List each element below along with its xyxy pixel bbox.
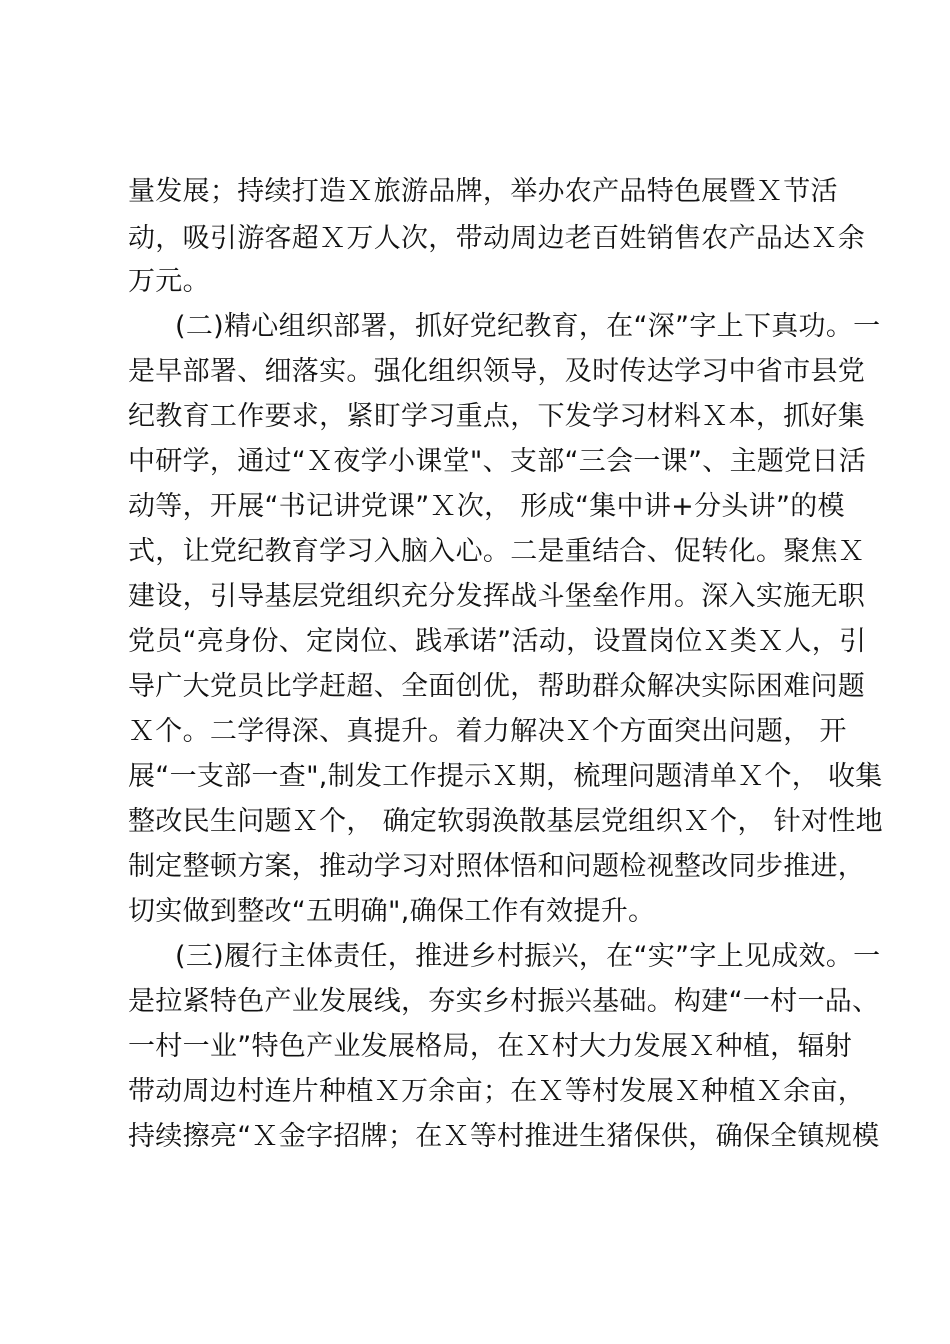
text-line: (三)履行主体责任，推进乡村振兴，在“实”字上见成效。一 [175,941,881,972]
text-line: Ｘ个。二学得深、真提升。着力解决Ｘ个方面突出问题， 开 [128,716,847,747]
text-line: 量发展；持续打造Ｘ旅游品牌，举办农产品特色展暨Ｘ节活 [128,176,838,207]
text-line: 持续擦亮“Ｘ金字招牌；在Ｘ等村推进生猪保供，确保全镇规模 [128,1121,880,1152]
text-line: 党员“亮身份、定岗位、践承诺”活动，设置岗位Ｘ类Ｘ人，引 [128,626,867,657]
text-line: 动，吸引游客超Ｘ万人次，带动周边老百姓销售农产品达Ｘ余 [128,223,866,254]
text-line: (二)精心组织部署，抓好党纪教育，在“深”字上下真功。一 [175,311,881,342]
text-line: 整改民生问题Ｘ个， 确定软弱涣散基层党组织Ｘ个， 针对性地 [128,806,883,837]
text-line: 万元。 [128,266,210,297]
text-line: 是拉紧特色产业发展线，夯实乡村振兴基础。构建“一村一品、 [128,986,880,1017]
text-line: 动等，开展“书记讲党课”Ｘ次， 形成“集中讲+分头讲”的模 [128,491,845,522]
text-line: 建设，引导基层党组织充分发挥战斗堡垒作用。深入实施无职 [128,581,866,612]
text-line: 中研学，通过“Ｘ夜学小课堂"、支部“三会一课”、主题党日活 [128,446,867,477]
text-line: 制定整顿方案，推动学习对照体悟和问题检视整改同步推进， [128,851,866,882]
text-line: 式，让党纪教育学习入脑入心。二是重结合、促转化。聚焦Ｘ [128,536,866,567]
text-line: 导广大党员比学赶超、全面创优，帮助群众解决实际困难问题 [128,671,866,702]
text-line: 一村一业”特色产业发展格局，在Ｘ村大力发展Ｘ种植，辐射 [128,1031,853,1062]
text-line: 带动周边村连片种植Ｘ万余亩；在Ｘ等村发展Ｘ种植Ｘ余亩， [128,1076,866,1107]
text-line: 展“一支部一查",制发工作提示Ｘ期，梳理问题清单Ｘ个， 收集 [128,761,883,792]
text-line: 纪教育工作要求，紧盯学习重点，下发学习材料Ｘ本，抓好集 [128,401,866,432]
text-line: 切实做到整改“五明确",确保工作有效提升。 [128,896,656,927]
text-line: 是早部署、细落实。强化组织领导，及时传达学习中省市县党 [128,356,866,387]
